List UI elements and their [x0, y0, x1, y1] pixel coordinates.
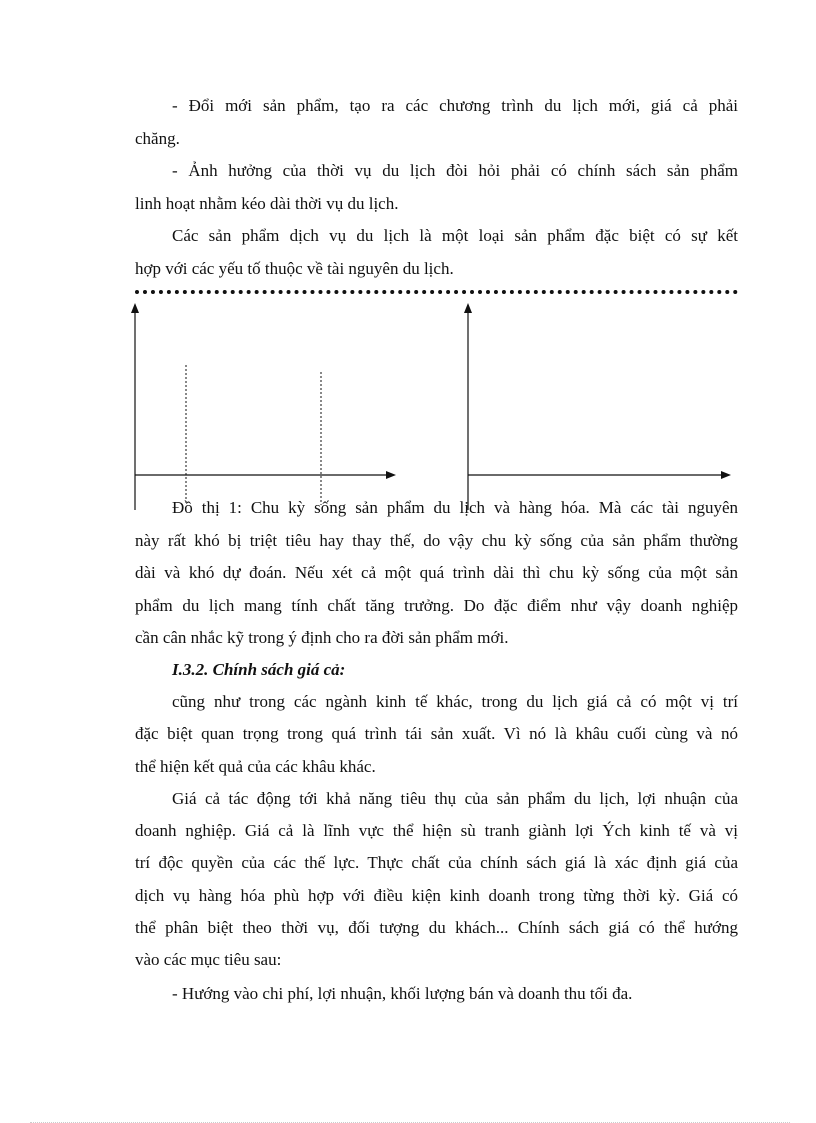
paragraph-line: linh hoạt nhằm kéo dài thời vụ du lịch. — [135, 194, 399, 213]
paragraph-line: thể hiện kết quả của các khâu khác. — [135, 757, 376, 776]
paragraph-line: dài và khó dự đoán. Nếu xét cả một quá trình dài thì chu kỳ sống của một sản — [135, 563, 738, 582]
paragraph-line: cũng như trong các ngành kinh tế khác, trong du lịch giá cả có một vị trí — [172, 692, 738, 711]
paragraph-line: hợp với các yếu tố thuộc về tài nguyên du lịch. — [135, 259, 454, 278]
right-x-arrow — [721, 471, 731, 479]
paragraph-line: đặc biệt quan trọng trong quá trình tái sản xuất. Vì nó là khâu cuối cùng và nó — [135, 724, 738, 743]
paragraph-line: chăng. — [135, 129, 180, 148]
paragraph-line: cần cân nhắc kỹ trong ý định cho ra đời sản phẩm mới. — [135, 628, 509, 647]
paragraph-line: trí độc quyền của các thế lực. Thực chất của chính sách giá là xác định giá của — [135, 853, 738, 872]
paragraph-line: này rất khó bị triệt tiêu hay thay thế, do vậy chu kỳ sống của sản phẩm thường — [135, 531, 738, 550]
paragraph-line: phẩm du lịch mang tính chất tăng trưởng. Do đặc điểm như vậy doanh nghiệp — [135, 596, 738, 615]
left-x-arrow — [386, 471, 396, 479]
paragraph-line: thể phân biệt theo thời vụ, đối tượng du khách... Chính sách giá có thể hướng — [135, 918, 738, 937]
paragraph-line: Giá cả tác động tới khả năng tiêu thụ của sản phẩm du lịch, lợi nhuận của — [172, 789, 738, 808]
product-life-cycle-figure — [125, 298, 745, 513]
paragraph-line: - Ảnh hưởng của thời vụ du lịch đòi hỏi phải có chính sách sản phẩm — [172, 161, 738, 180]
section-heading: I.3.2. Chính sách giá cả: — [172, 660, 346, 679]
left-y-arrow — [131, 303, 139, 313]
paragraph-line: dịch vụ hàng hóa phù hợp với điều kiện kinh doanh trong từng thời kỳ. Giá có — [135, 886, 738, 905]
figure-caption-line: Đồ thị 1: Chu kỳ sống sản phẩm du lịch và hàng hóa. Mà các tài nguyên — [172, 498, 738, 517]
paragraph-line: - Đổi mới sản phẩm, tạo ra các chương trình du lịch mới, giá cả phải — [172, 96, 738, 115]
dotted-separator — [135, 290, 738, 294]
right-y-arrow — [464, 303, 472, 313]
paragraph-line: doanh nghiệp. Giá cả là lĩnh vực thể hiện sù tranh giành lợi Ých kinh tế và vị — [135, 821, 738, 840]
paragraph-line: - Hướng vào chi phí, lợi nhuận, khối lượng bán và doanh thu tối đa. — [172, 984, 633, 1003]
paragraph-line: Các sản phẩm dịch vụ du lịch là một loại sản phẩm đặc biệt có sự kết — [172, 226, 738, 245]
paragraph-line: vào các mục tiêu sau: — [135, 950, 282, 969]
